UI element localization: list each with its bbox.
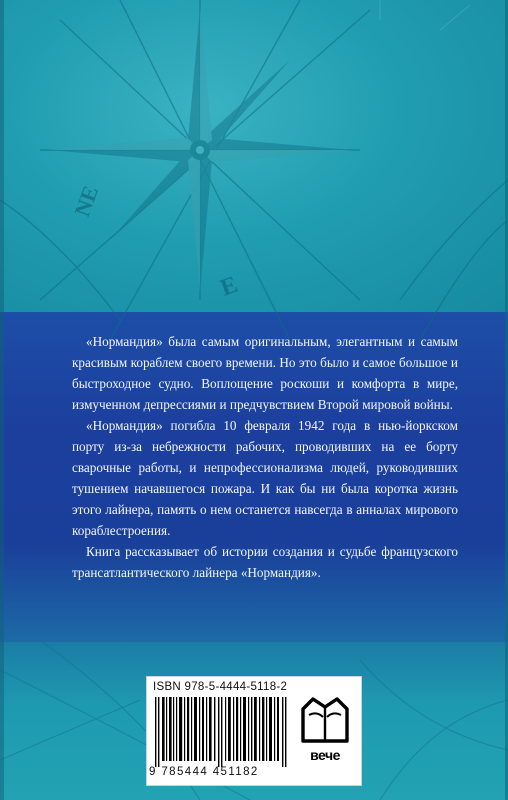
book-description <box>72 331 458 583</box>
barcode-icon <box>153 697 289 767</box>
barcode-digits: 9 785444 451182 <box>149 766 259 778</box>
description-paragraph: «Нормандия» была самым оригинальным, элегантным и самым красивым кораблем своего времени. Но это было и самое большое и быстроходное судно. Воплощение роскоши и комфорта в мире, измученном депрессиями и предчувствием Второй мировой войны. <box>72 334 458 412</box>
compass-rose-decoration <box>0 0 508 340</box>
description-paragraph: «Нормандия» погибла 10 февраля 1942 года в нью-йоркском порту из-за небрежности рабочих, проводивших на ее борту сварочные работы, и непрофессионализма людей, руководивших тушением начавшегося пожара. И как бы ни была коротка жизнь этого лайнера, память о нем останется навсегда в анналах мирового кораблестроения. <box>72 418 458 538</box>
isbn-barcode-box <box>146 676 362 786</box>
compass-letter-ne: NE <box>69 182 104 220</box>
publisher-name: вече <box>310 747 340 763</box>
publisher-logo-icon <box>297 695 353 767</box>
description-paragraph: Книга рассказывает об истории создания и судьбе французского трансатлантического лайнера «Нормандия». <box>72 544 458 580</box>
compass-letter-e: E <box>217 271 242 302</box>
isbn-number: ISBN 978-5-4444-5118-2 <box>153 681 288 693</box>
spine-edge <box>0 0 4 800</box>
